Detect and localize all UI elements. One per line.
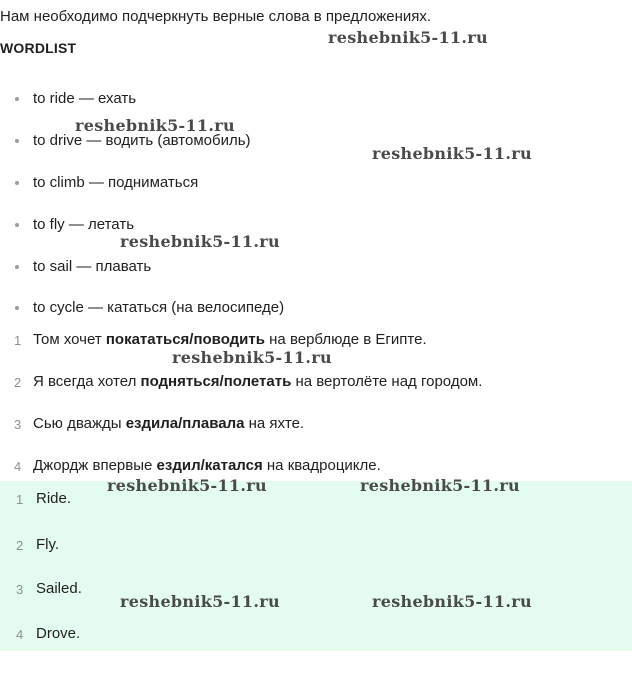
watermark: reshebnik5-11.ru xyxy=(360,476,520,495)
watermark: reshebnik5-11.ru xyxy=(328,28,488,47)
sentence-number: 3 xyxy=(14,417,22,432)
sentence-number: 4 xyxy=(14,459,22,474)
sentence-choice: покататься/поводить xyxy=(105,331,265,348)
sentence-before: Том хочет xyxy=(33,331,106,348)
task-instruction: Нам необходимо подчеркнуть верные слова в предложениях. xyxy=(0,8,432,25)
watermark: reshebnik5-11.ru xyxy=(172,348,332,367)
wordlist-item-text: to drive — водить (автомобиль) xyxy=(33,132,251,149)
sentence-before: Сью дважды xyxy=(33,415,126,432)
answer-text: Fly. xyxy=(36,536,60,553)
sentence-before: Джордж впервые xyxy=(33,457,157,474)
answer-number: 2 xyxy=(16,538,24,553)
sentence-after: на вертолёте над городом. xyxy=(291,373,483,390)
wordlist-item-text: to ride — ехать xyxy=(33,90,137,107)
sentence-choice: подняться/полетать xyxy=(140,373,292,390)
wordlist-heading: WORDLIST xyxy=(0,40,77,56)
answer-text: Ride. xyxy=(36,490,72,507)
sentence-text xyxy=(33,457,381,475)
watermark: reshebnik5-11.ru xyxy=(120,232,280,251)
sentence-text xyxy=(33,373,482,391)
bullet-icon xyxy=(15,223,19,227)
sentence-after: на квадроцикле. xyxy=(262,457,381,474)
answers-panel xyxy=(0,481,632,651)
sentence-text xyxy=(33,415,304,433)
answer-number: 3 xyxy=(16,582,24,597)
wordlist-item-text: to fly — летать xyxy=(33,216,135,233)
answer-text: Sailed. xyxy=(36,580,82,597)
answer-text: Drove. xyxy=(36,625,81,642)
watermark: reshebnik5-11.ru xyxy=(372,592,532,611)
sentence-text xyxy=(33,331,427,349)
watermark: reshebnik5-11.ru xyxy=(107,476,267,495)
watermark: reshebnik5-11.ru xyxy=(372,144,532,163)
sentence-number: 2 xyxy=(14,375,22,390)
bullet-icon xyxy=(15,97,19,101)
answer-number: 1 xyxy=(16,492,24,507)
sentence-choice: ездил/катался xyxy=(156,457,263,474)
bullet-icon xyxy=(15,139,19,143)
watermark: reshebnik5-11.ru xyxy=(120,592,280,611)
wordlist-item-text: to sail — плавать xyxy=(33,258,152,275)
sentence-choice: ездила/плавала xyxy=(125,415,245,432)
bullet-icon xyxy=(15,181,19,185)
sentence-after: на яхте. xyxy=(244,415,305,432)
wordlist-item-text: to cycle — кататься (на велосипеде) xyxy=(33,299,285,316)
wordlist-item-text: to climb — подниматься xyxy=(33,174,199,191)
bullet-icon xyxy=(15,265,19,269)
answer-number: 4 xyxy=(16,627,24,642)
sentence-number: 1 xyxy=(14,333,22,348)
watermark: reshebnik5-11.ru xyxy=(75,116,235,135)
bullet-icon xyxy=(15,306,19,310)
sentence-before: Я всегда хотел xyxy=(33,373,141,390)
sentence-after: на верблюде в Египте. xyxy=(264,331,427,348)
